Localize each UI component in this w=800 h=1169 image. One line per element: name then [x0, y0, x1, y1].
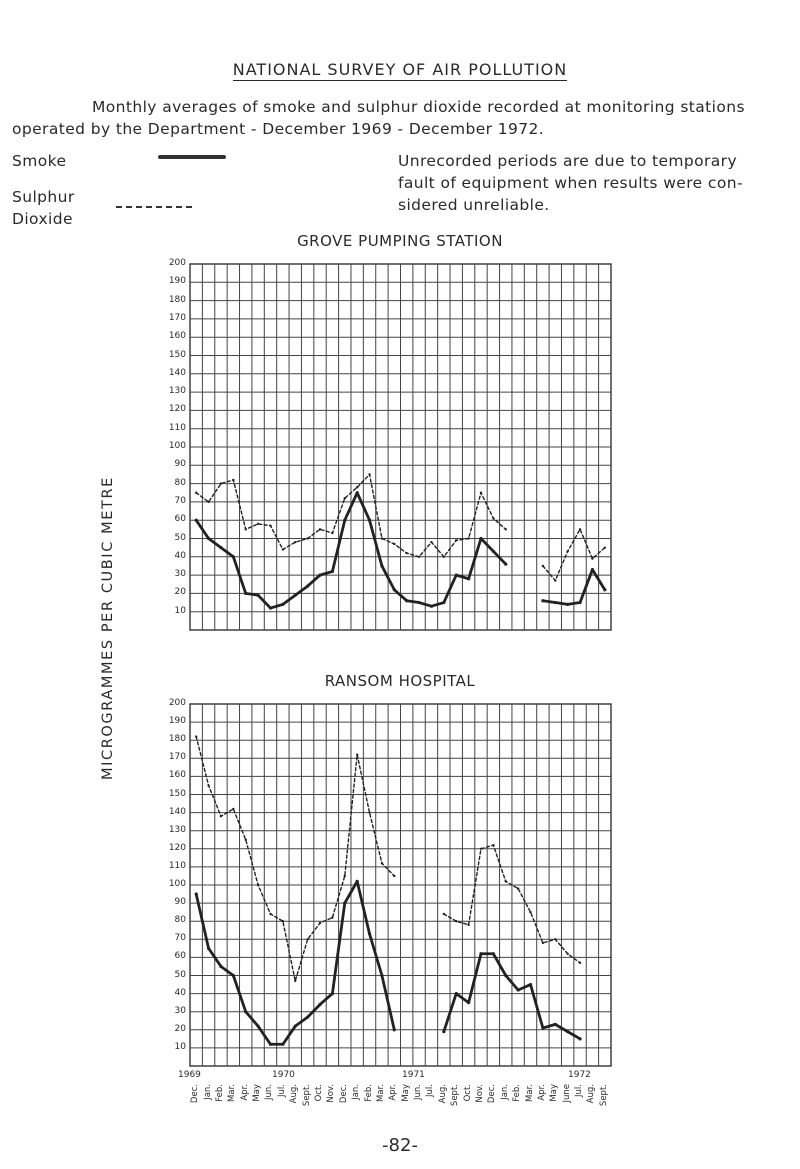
y-tick-label: 190	[168, 276, 186, 287]
y-tick-label: 120	[168, 404, 186, 415]
y-tick-label: 100	[168, 879, 186, 889]
year-label: 1971	[402, 1070, 425, 1080]
month-label: Apr.	[536, 1084, 547, 1101]
y-tick-label: 200	[168, 698, 186, 708]
month-label: Feb.	[363, 1084, 374, 1102]
y-tick-label: 60	[174, 951, 186, 962]
month-label: Mar.	[524, 1084, 535, 1102]
y-tick-label: 200	[168, 258, 186, 268]
y-tick-label: 170	[168, 752, 186, 763]
y-tick-label: 150	[168, 788, 186, 799]
month-label: Apr.	[388, 1084, 399, 1101]
chart-title: RANSOM HOSPITAL	[324, 672, 476, 690]
y-tick-label: 180	[168, 294, 186, 305]
y-axis-label: MICROGRAMMES PER CUBIC METRE	[100, 476, 116, 780]
month-label: Dec.	[487, 1084, 498, 1104]
month-label: Nov.	[326, 1084, 337, 1103]
y-tick-label: 190	[168, 716, 186, 727]
year-label: 1969	[178, 1070, 201, 1080]
y-tick-label: 20	[174, 1023, 186, 1034]
y-tick-label: 90	[174, 459, 186, 470]
y-tick-label: 50	[174, 532, 186, 543]
legend-so2-label-1: Sulphur	[12, 188, 75, 206]
y-tick-label: 90	[174, 897, 186, 908]
y-tick-label: 70	[174, 495, 186, 506]
month-label: Mar.	[375, 1084, 386, 1102]
month-label: Jan.	[202, 1084, 213, 1100]
description-line-2: operated by the Department - December 1969 - December 1972.	[12, 120, 545, 138]
y-tick-label: 50	[174, 969, 186, 980]
y-tick-label: 140	[168, 806, 186, 817]
y-tick-label: 80	[174, 477, 186, 488]
month-label: Dec.	[338, 1084, 349, 1104]
year-label: 1972	[568, 1070, 591, 1080]
y-tick-label: 10	[174, 605, 186, 616]
y-tick-label: 160	[168, 770, 186, 781]
month-label: Feb.	[512, 1084, 523, 1102]
y-tick-label: 70	[174, 933, 186, 944]
month-label: Aug.	[586, 1084, 597, 1104]
month-label: Jul.	[425, 1084, 436, 1097]
month-label: Apr.	[239, 1084, 250, 1101]
y-tick-label: 130	[168, 824, 186, 835]
month-label: Jun.	[264, 1084, 275, 1100]
smoke-series-line	[196, 881, 394, 1044]
month-label: Dec.	[190, 1084, 201, 1104]
month-label: Nov.	[474, 1084, 485, 1103]
month-label: June	[561, 1084, 572, 1103]
month-label: Aug.	[289, 1084, 300, 1104]
month-label: May	[549, 1084, 560, 1102]
description-line-1: Monthly averages of smoke and sulphur dioxide recorded at monitoring stations	[92, 98, 745, 116]
y-tick-label: 140	[168, 367, 186, 378]
y-tick-label: 80	[174, 915, 186, 926]
legend-smoke-label: Smoke	[12, 152, 67, 170]
month-label: Jan.	[499, 1084, 510, 1100]
legend-so2-label-2: Dioxide	[12, 210, 73, 228]
month-label: Aug.	[437, 1084, 448, 1104]
y-tick-label: 150	[168, 349, 186, 360]
month-label: May	[252, 1084, 263, 1102]
note-line-1: Unrecorded periods are due to temporary	[398, 152, 738, 170]
year-label: 1970	[272, 1070, 295, 1080]
y-tick-label: 110	[168, 422, 186, 433]
y-tick-label: 110	[168, 860, 186, 871]
chart-title: GROVE PUMPING STATION	[297, 232, 503, 250]
month-label: Jul.	[276, 1084, 287, 1097]
y-tick-label: 100	[168, 441, 186, 451]
note-line-3: sidered unreliable.	[398, 196, 550, 214]
y-tick-label: 40	[174, 550, 186, 561]
month-label: May	[400, 1084, 411, 1102]
y-tick-label: 120	[168, 842, 186, 853]
y-tick-label: 130	[168, 386, 186, 397]
page-number: -82-	[382, 1135, 418, 1156]
month-label: Jun.	[413, 1084, 424, 1100]
y-tick-label: 180	[168, 734, 186, 745]
so2-series-line	[196, 737, 394, 981]
month-label: Feb.	[214, 1084, 225, 1102]
month-label: Sept.	[301, 1084, 312, 1107]
note-line-2: fault of equipment when results were con-	[398, 174, 743, 192]
month-label: Mar.	[227, 1084, 238, 1102]
month-label: Jan.	[351, 1084, 362, 1100]
y-tick-label: 170	[168, 312, 186, 323]
month-label: Jul.	[574, 1084, 585, 1097]
month-label: Sept.	[450, 1084, 461, 1107]
y-tick-label: 30	[174, 1005, 186, 1016]
y-tick-label: 60	[174, 514, 186, 525]
y-tick-label: 10	[174, 1041, 186, 1052]
month-label: Oct.	[314, 1084, 324, 1102]
month-label: Sept.	[598, 1084, 609, 1107]
y-tick-label: 40	[174, 987, 186, 998]
y-tick-label: 160	[168, 331, 186, 342]
y-tick-label: 20	[174, 587, 186, 598]
y-tick-label: 30	[174, 569, 186, 580]
month-label: Oct.	[462, 1084, 473, 1102]
page-header: NATIONAL SURVEY OF AIR POLLUTION	[232, 60, 568, 79]
